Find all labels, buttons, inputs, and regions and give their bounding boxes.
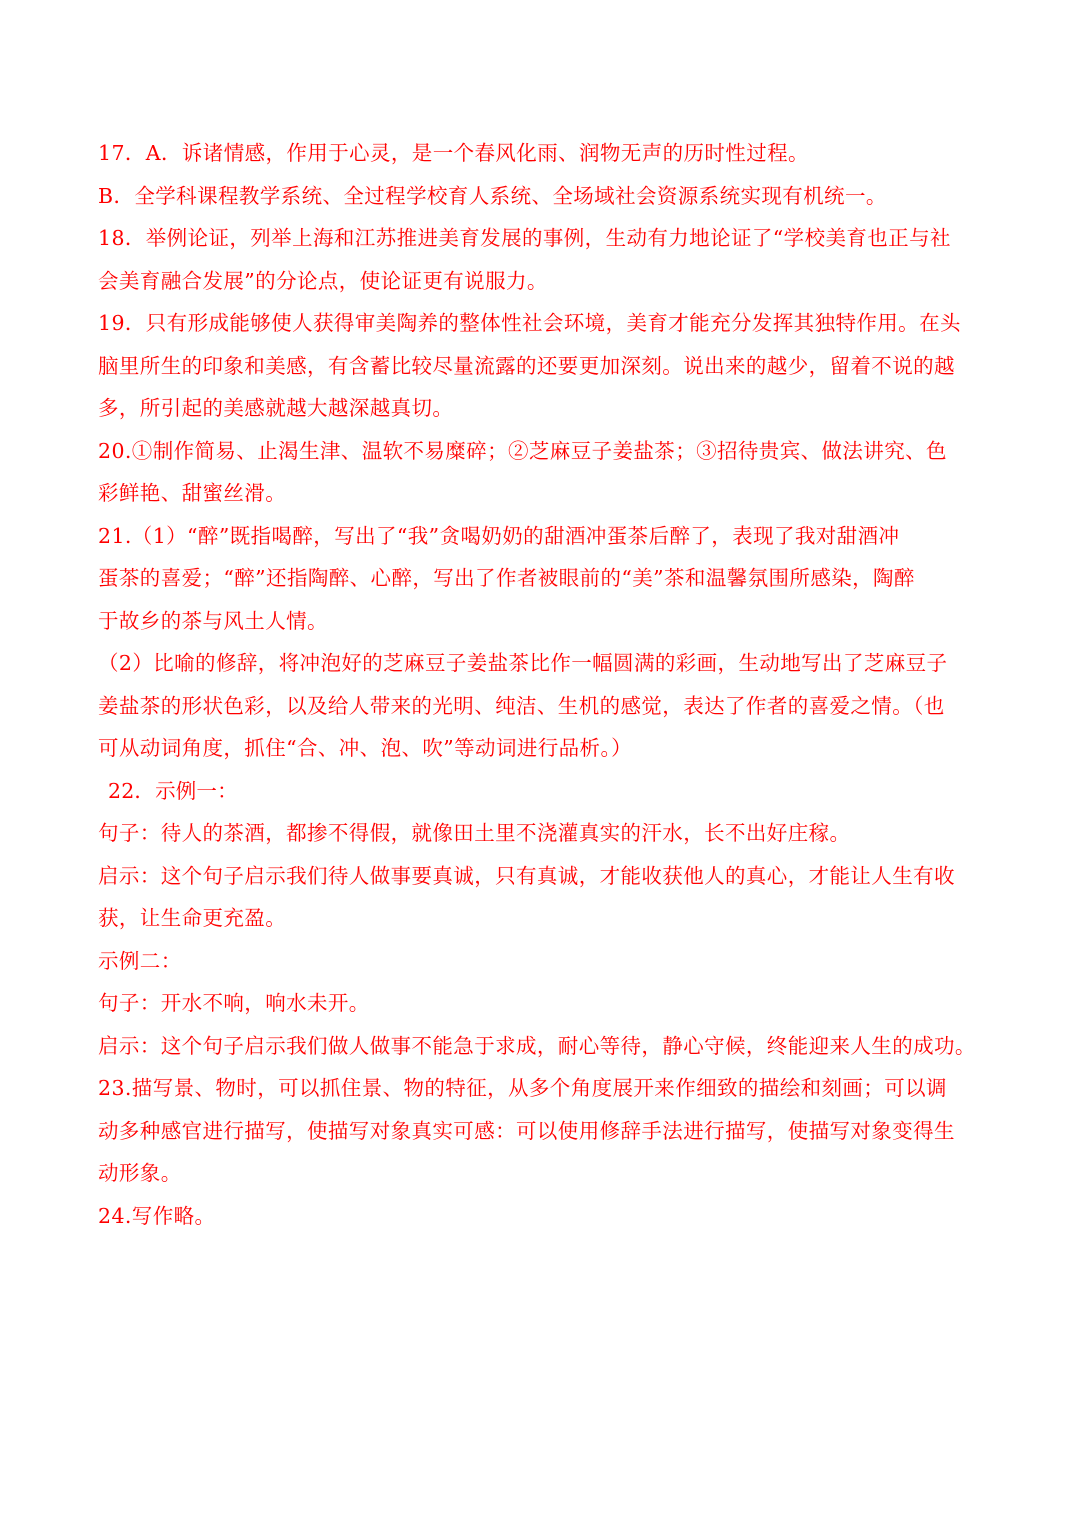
answer-21-line-6: 可从动词角度，抓住“合、冲、泡、吹”等动词进行品析。）	[98, 736, 633, 760]
answer-22-insight-1-line-1: 启示：这个句子启示我们待人做事要真诚，只有真诚，才能收获他人的真心，才能让人生有收	[98, 863, 955, 888]
answer-17-line-2: B．全学科课程教学系统、全过程学校育人系统、全场域社会资源系统实现有机统一。	[98, 183, 887, 208]
answer-22-sentence-2: 句子：开水不响，响水未开。	[98, 991, 370, 1015]
answer-document	[98, 132, 988, 1237]
answer-23-line-2: 动多种感官进行描写，使描写对象真实可感：可以使用修辞手法进行描写，使描写对象变得生	[98, 1118, 955, 1143]
answer-21-line-3: 于故乡的茶与风土人情。	[98, 608, 328, 633]
answer-22-insight-2: 启示：这个句子启示我们做人做事不能急于求成，耐心等待，静心守候，终能迎来人生的成功。	[98, 1033, 976, 1058]
answer-22-insight-1-line-2: 获，让生命更充盈。	[98, 906, 287, 930]
answer-19-line-2: 脑里所生的印象和美感，有含蓄比较尽量流露的还要更加深刻。说出来的越少，留着不说的越	[98, 353, 955, 378]
answer-21-line-4: （2）比喻的修辞，将冲泡好的芝麻豆子姜盐茶比作一幅圆满的彩画，生动地写出了芝麻豆子	[98, 651, 948, 675]
answer-22-heading: 22．示例一：	[108, 778, 238, 803]
answer-20-line-2: 彩鲜艳、甜蜜丝滑。	[98, 481, 287, 505]
answer-19-line-3: 多，所引起的美感就越大越深越真切。	[98, 396, 454, 420]
answer-19-line-1: 19．只有形成能够使人获得审美陶养的整体性社会环境，美育才能充分发挥其独特作用。在头	[98, 311, 961, 335]
answer-22-sentence-1: 句子：待人的茶酒，都掺不得假，就像田土里不浇灌真实的汗水，长不出好庄稼。	[98, 821, 851, 845]
answer-18-line-2: 会美育融合发展”的分论点，使论证更有说服力。	[98, 268, 548, 293]
answer-24: 24.写作略。	[98, 1203, 216, 1228]
answer-23-line-1: 23.描写景、物时，可以抓住景、物的特征，从多个角度展开来作细致的描绘和刻画；可以调	[98, 1076, 947, 1100]
answer-20-line-1: 20.①制作简易、止渴生津、温软不易糜碎；②芝麻豆子姜盐茶；③招待贵宾、做法讲究、色	[98, 438, 947, 463]
answer-21-line-2: 蛋茶的喜爱；“醉”还指陶醉、心醉，写出了作者被眼前的“美”茶和温馨氛围所感染，陶醉	[98, 566, 915, 590]
answer-23-line-3: 动形象。	[98, 1161, 182, 1185]
answer-17-line-1: 17．A．诉诸情感，作用于心灵，是一个春风化雨、润物无声的历时性过程。	[98, 141, 809, 165]
answer-18-line-1: 18．举例论证，列举上海和江苏推进美育发展的事例，生动有力地论证了“学校美育也正与社	[98, 226, 951, 250]
answer-21-line-1: 21.（1）“醉”既指喝醉，写出了“我”贪喝奶奶的甜酒冲蛋茶后醉了，表现了我对甜酒冲	[98, 523, 900, 548]
answer-22-example-2-heading: 示例二：	[98, 948, 182, 973]
answer-21-line-5: 姜盐茶的形状色彩，以及给人带来的光明、纯洁、生机的感觉，表达了作者的喜爱之情。（也	[98, 693, 945, 718]
